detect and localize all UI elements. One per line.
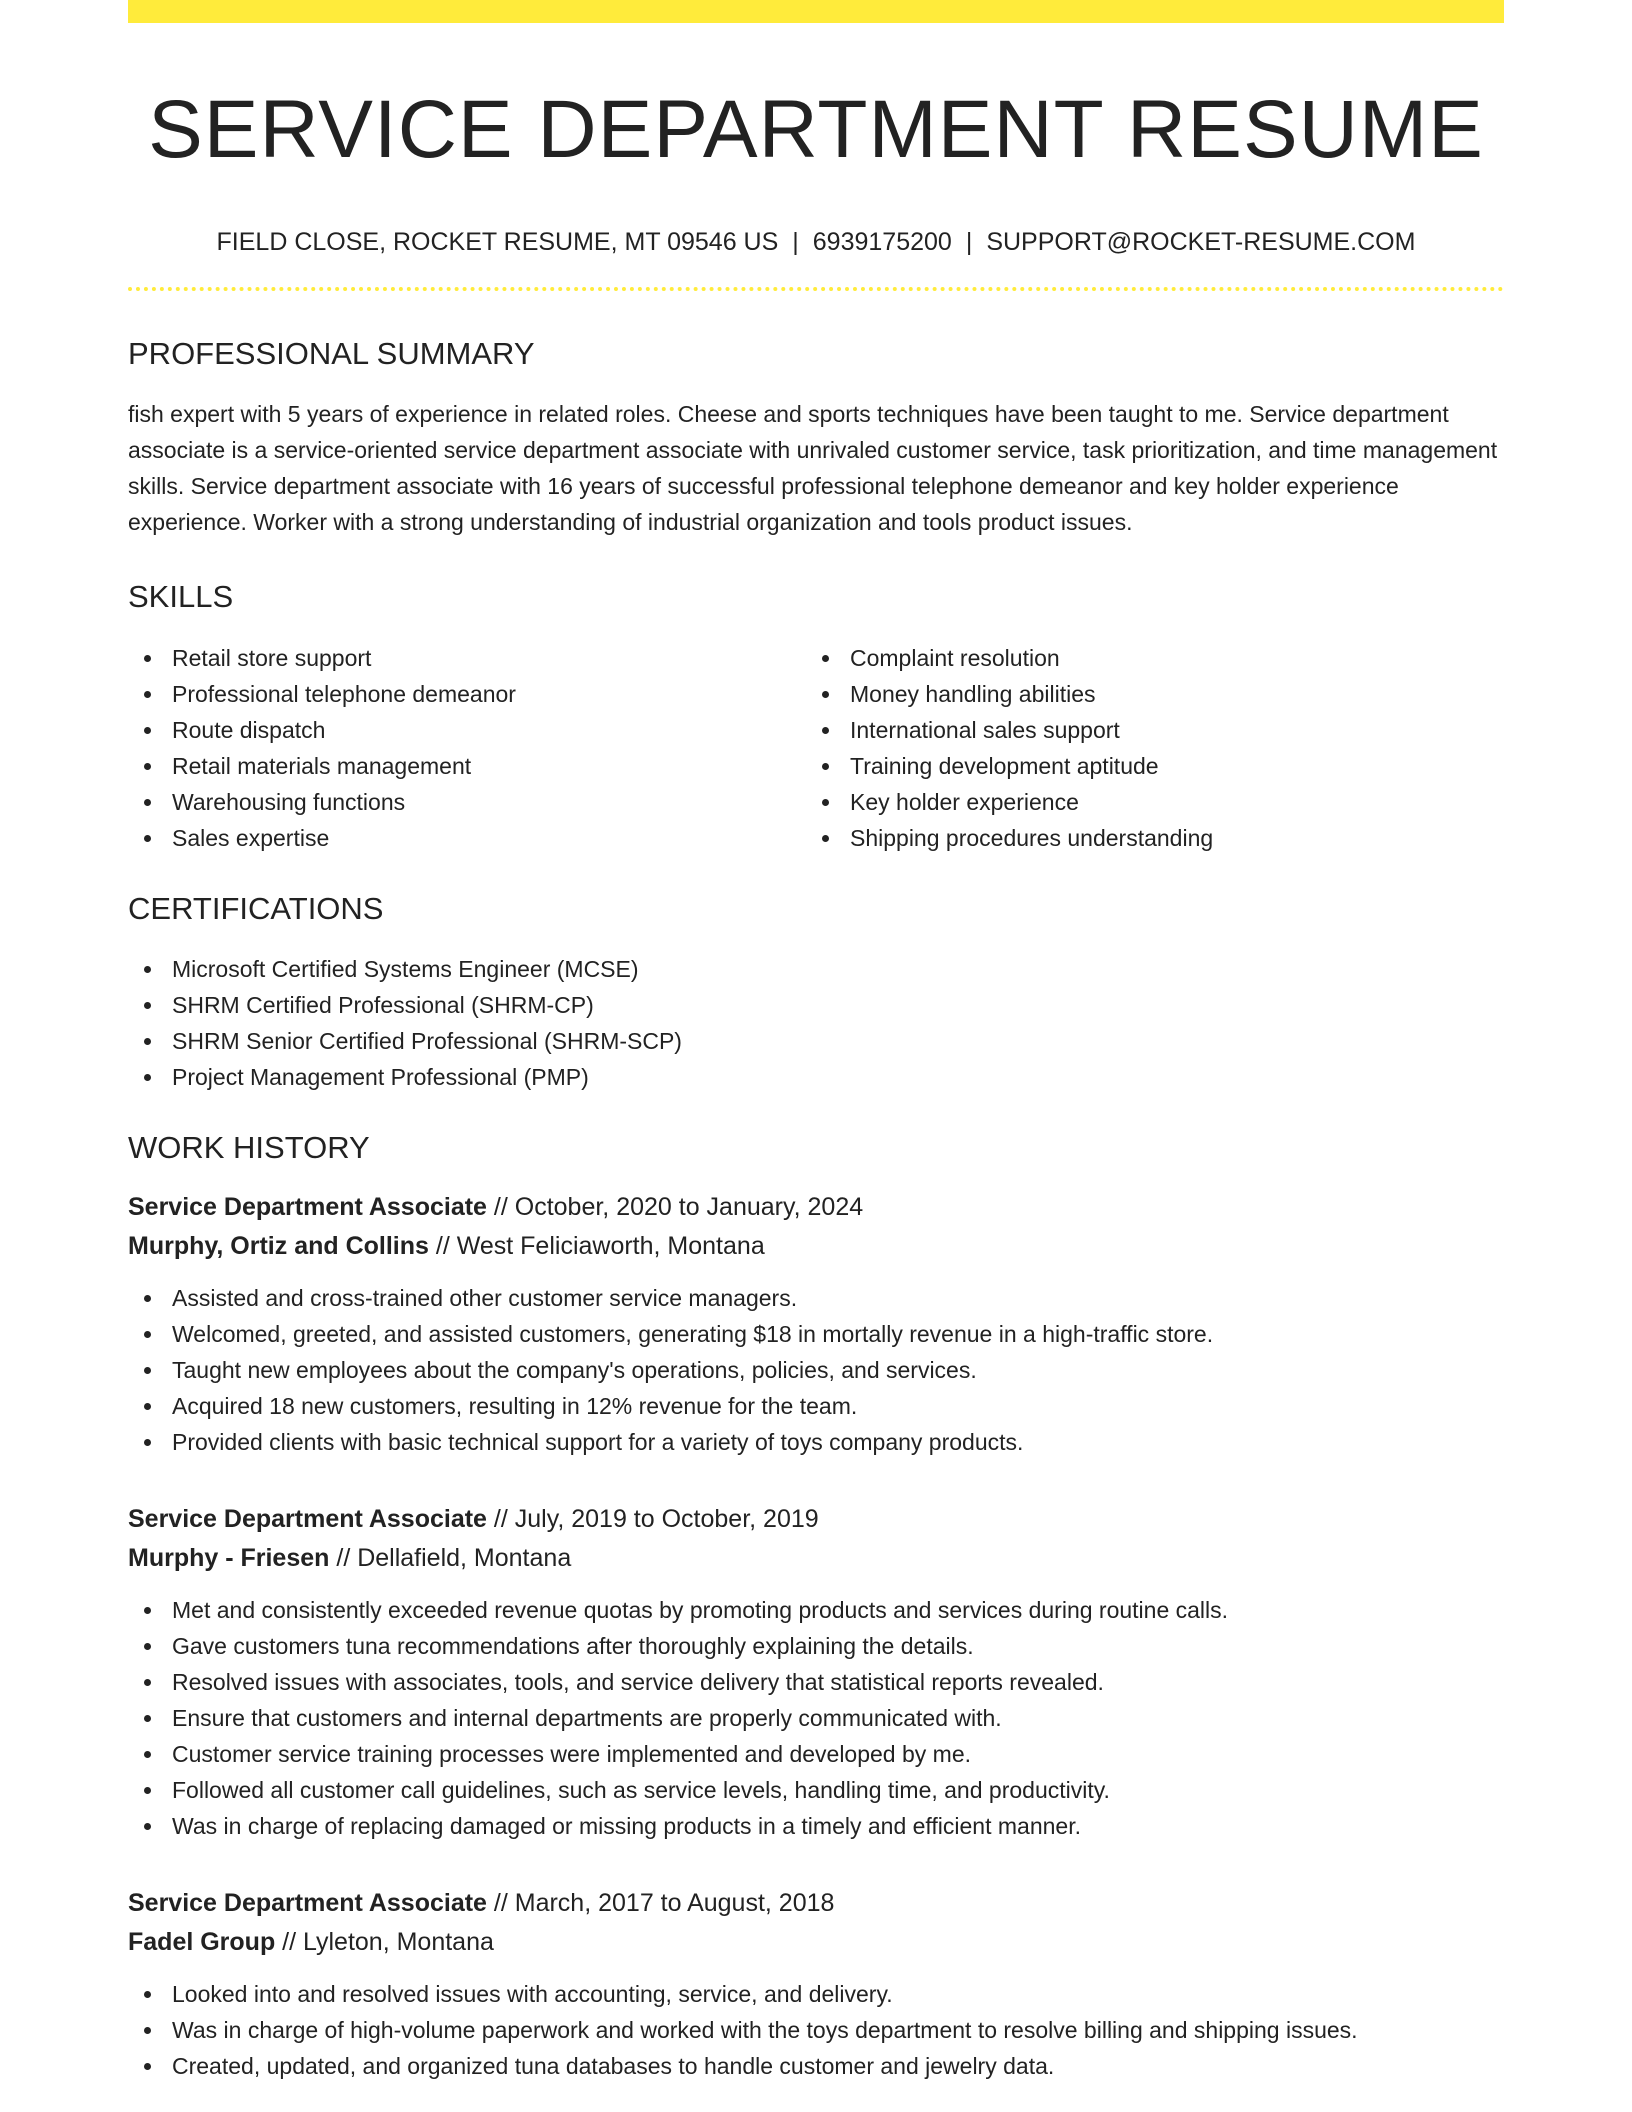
resume-title: SERVICE DEPARTMENT RESUME	[148, 84, 1484, 175]
job-company: Fadel Group	[128, 1927, 276, 1956]
certification-item: Microsoft Certified Systems Engineer (MCSE)	[128, 951, 1504, 987]
certification-item: SHRM Senior Certified Professional (SHRM-SCP)	[128, 1023, 1504, 1059]
job-bullets	[128, 1592, 1504, 1844]
job-location: // Dellafield, Montana	[329, 1543, 572, 1572]
job-bullet: Was in charge of replacing damaged or missing products in a timely and efficient manner.	[128, 1808, 1504, 1844]
job-role-line	[128, 1884, 1504, 1923]
job-bullets	[128, 1280, 1504, 1460]
skills-left-list	[128, 640, 806, 856]
contact-separator: |	[792, 228, 799, 257]
job-bullet: Ensure that customers and internal departments are properly communicated with.	[128, 1700, 1504, 1736]
job-entry	[128, 1500, 1504, 1844]
skill-item: Money handling abilities	[806, 676, 1484, 712]
skill-item: Warehousing functions	[128, 784, 806, 820]
certifications-heading: CERTIFICATIONS	[128, 890, 384, 926]
skills-columns	[128, 640, 1504, 856]
skill-item: Key holder experience	[806, 784, 1484, 820]
job-role-line	[128, 1188, 1504, 1227]
skill-item: Retail materials management	[128, 748, 806, 784]
skill-item: Complaint resolution	[806, 640, 1484, 676]
skill-item: Retail store support	[128, 640, 806, 676]
job-bullet: Provided clients with basic technical support for a variety of toys company products.	[128, 1424, 1504, 1460]
skill-item: Sales expertise	[128, 820, 806, 856]
resume-page	[128, 0, 1504, 2112]
skill-item: Shipping procedures understanding	[806, 820, 1484, 856]
certifications-list	[128, 951, 1504, 1095]
skill-item: Professional telephone demeanor	[128, 676, 806, 712]
job-location: // Lyleton, Montana	[275, 1927, 494, 1956]
skill-item: Route dispatch	[128, 712, 806, 748]
job-company: Murphy, Ortiz and Collins	[128, 1231, 429, 1260]
skills-right-list	[806, 640, 1484, 856]
job-dates: // July, 2019 to October, 2019	[486, 1504, 819, 1533]
job-company: Murphy - Friesen	[128, 1543, 330, 1572]
job-role-line	[128, 1500, 1504, 1539]
dotted-divider	[128, 287, 1504, 291]
job-dates: // October, 2020 to January, 2024	[486, 1192, 864, 1221]
job-bullet: Was in charge of high-volume paperwork and worked with the toys department to resolve billing and shipping issues.	[128, 2012, 1504, 2048]
certification-item: SHRM Certified Professional (SHRM-CP)	[128, 987, 1504, 1023]
job-bullet: Welcomed, greeted, and assisted customers, generating $18 in mortally revenue in a high-traffic store.	[128, 1316, 1504, 1352]
contact-line	[128, 227, 1504, 257]
contact-separator: |	[965, 228, 973, 257]
job-bullet: Created, updated, and organized tuna databases to handle customer and jewelry data.	[128, 2048, 1504, 2084]
contact-phone: 6939175200	[812, 228, 952, 257]
job-bullet: Gave customers tuna recommendations after thoroughly explaining the details.	[128, 1628, 1504, 1664]
job-company-line	[128, 1539, 1504, 1578]
job-company-line	[128, 1923, 1504, 1962]
skill-item: International sales support	[806, 712, 1484, 748]
summary-text: fish expert with 5 years of experience in related roles. Cheese and sports techniques have been taught to me. Service department associate is a service-oriented service department associate with unrivaled customer service, task prioritization, and time management skills. Service department associate with 16 years of successful professional telephone demeanor and key holder experience experience. Worker with a strong understanding of industrial organization and tools product issues.	[128, 401, 1498, 536]
certification-item: Project Management Professional (PMP)	[128, 1059, 1504, 1095]
skill-item: Training development aptitude	[806, 748, 1484, 784]
job-role: Service Department Associate	[128, 1504, 487, 1533]
job-bullet: Followed all customer call guidelines, such as service levels, handling time, and productivity.	[128, 1772, 1504, 1808]
job-bullet: Resolved issues with associates, tools, and service delivery that statistical reports revealed.	[128, 1664, 1504, 1700]
job-company-line	[128, 1227, 1504, 1266]
job-dates: // March, 2017 to August, 2018	[486, 1888, 835, 1917]
job-bullet: Customer service training processes were implemented and developed by me.	[128, 1736, 1504, 1772]
job-role: Service Department Associate	[128, 1888, 487, 1917]
job-entry	[128, 1188, 1504, 1460]
job-bullets	[128, 1976, 1504, 2084]
job-role: Service Department Associate	[128, 1192, 487, 1221]
contact-email: SUPPORT@ROCKET-RESUME.COM	[986, 228, 1416, 257]
top-accent-bar	[128, 0, 1504, 23]
job-location: // West Feliciaworth, Montana	[428, 1231, 765, 1260]
job-bullet: Met and consistently exceeded revenue quotas by promoting products and services during routine calls.	[128, 1592, 1504, 1628]
contact-address: FIELD CLOSE, ROCKET RESUME, MT 09546 US	[216, 228, 779, 257]
job-bullet: Acquired 18 new customers, resulting in 12% revenue for the team.	[128, 1388, 1504, 1424]
job-bullet: Taught new employees about the company's operations, policies, and services.	[128, 1352, 1504, 1388]
summary-heading: PROFESSIONAL SUMMARY	[128, 336, 535, 372]
work-history-heading: WORK HISTORY	[128, 1129, 370, 1165]
job-entry	[128, 1884, 1504, 2084]
skills-heading: SKILLS	[128, 579, 234, 615]
job-bullet: Assisted and cross-trained other customer service managers.	[128, 1280, 1504, 1316]
job-bullet: Looked into and resolved issues with accounting, service, and delivery.	[128, 1976, 1504, 2012]
